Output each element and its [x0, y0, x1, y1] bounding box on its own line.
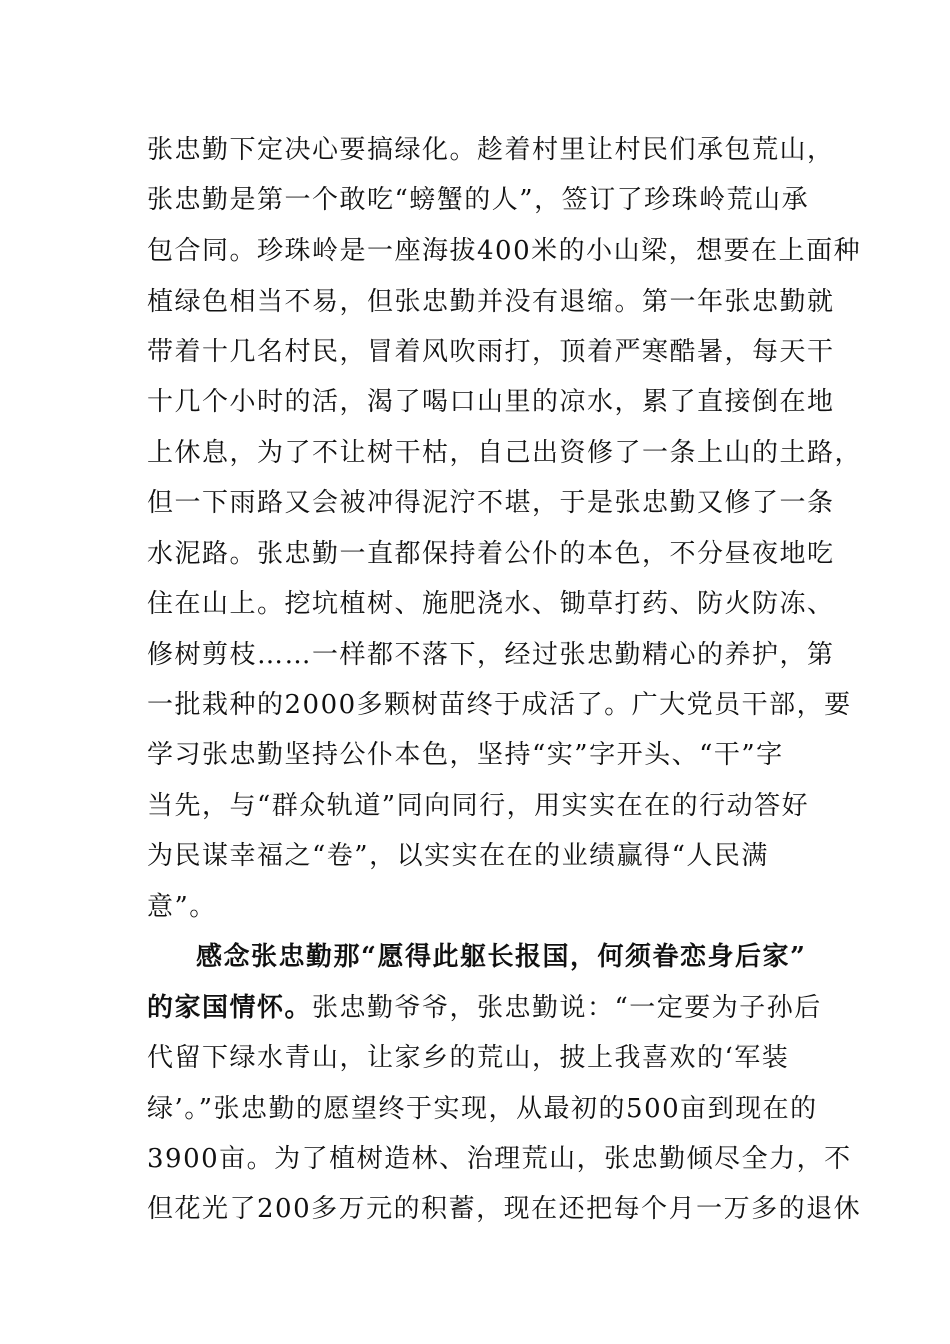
paragraph-line: 包合同。珍珠岭是一座海拔400米的小山梁，想要在上面种: [147, 236, 862, 266]
paragraph-line: 为民谋幸福之“卷”，以实实在在的业绩赢得“人民满: [147, 841, 769, 871]
paragraph-line: 上休息，为了不让树干枯，自己出资修了一条上山的土路，: [147, 438, 863, 468]
paragraph-line: 住在山上。挖坑植树、施肥浇水、锄草打药、防火防冻、: [147, 589, 835, 619]
paragraph-heading: 感念张忠勤那“愿得此躯长报国，何须眷恋身后家”: [196, 942, 807, 972]
paragraph-line: 但花光了200多万元的积蓄，现在还把每个月一万多的退休: [147, 1194, 862, 1224]
paragraph-line: 带着十几名村民，冒着风吹雨打，顶着严寒酷暑，每天干: [147, 337, 835, 367]
paragraph-line: 修树剪枝……一样都不落下，经过张忠勤精心的养护，第: [147, 640, 835, 670]
paragraph-line: 一批栽种的2000多颗树苗终于成活了。广大党员干部，要: [147, 690, 852, 720]
paragraph-line: 当先，与“群众轨道”同向同行，用实实在在的行动答好: [147, 791, 810, 821]
paragraph-text: 张忠勤爷爷，张忠勤说：“一定要为子孙后: [312, 993, 822, 1023]
paragraph-line: 3900亩。为了植树造林、治理荒山，张忠勤倾尽全力，不: [147, 1144, 852, 1174]
paragraph-line: 学习张忠勤坚持公仆本色，坚持“实”字开头、“干”字: [147, 740, 784, 770]
paragraph-line: [147, 991, 847, 1025]
paragraph-line: 但一下雨路又会被冲得泥泞不堪，于是张忠勤又修了一条: [147, 488, 835, 518]
paragraph-line: 十几个小时的活，渴了喝口山里的凉水，累了直接倒在地: [147, 387, 835, 417]
paragraph-line: 张忠勤下定决心要搞绿化。趁着村里让村民们承包荒山，: [147, 135, 835, 165]
paragraph-line: 绿’。”张忠勤的愿望终于实现，从最初的500亩到现在的: [147, 1094, 818, 1124]
paragraph-line: 意”。: [147, 892, 217, 922]
paragraph-heading-end: 的家国情怀。: [147, 993, 313, 1023]
paragraph-line: 张忠勤是第一个敢吃“螃蟹的人”，签订了珍珠岭荒山承: [147, 185, 810, 215]
paragraph-line: 代留下绿水青山，让家乡的荒山，披上我喜欢的‘军装: [147, 1043, 790, 1073]
paragraph-line: 植绿色相当不易，但张忠勤并没有退缩。第一年张忠勤就: [147, 287, 835, 317]
paragraph-line: 水泥路。张忠勤一直都保持着公仆的本色，不分昼夜地吃: [147, 539, 835, 569]
